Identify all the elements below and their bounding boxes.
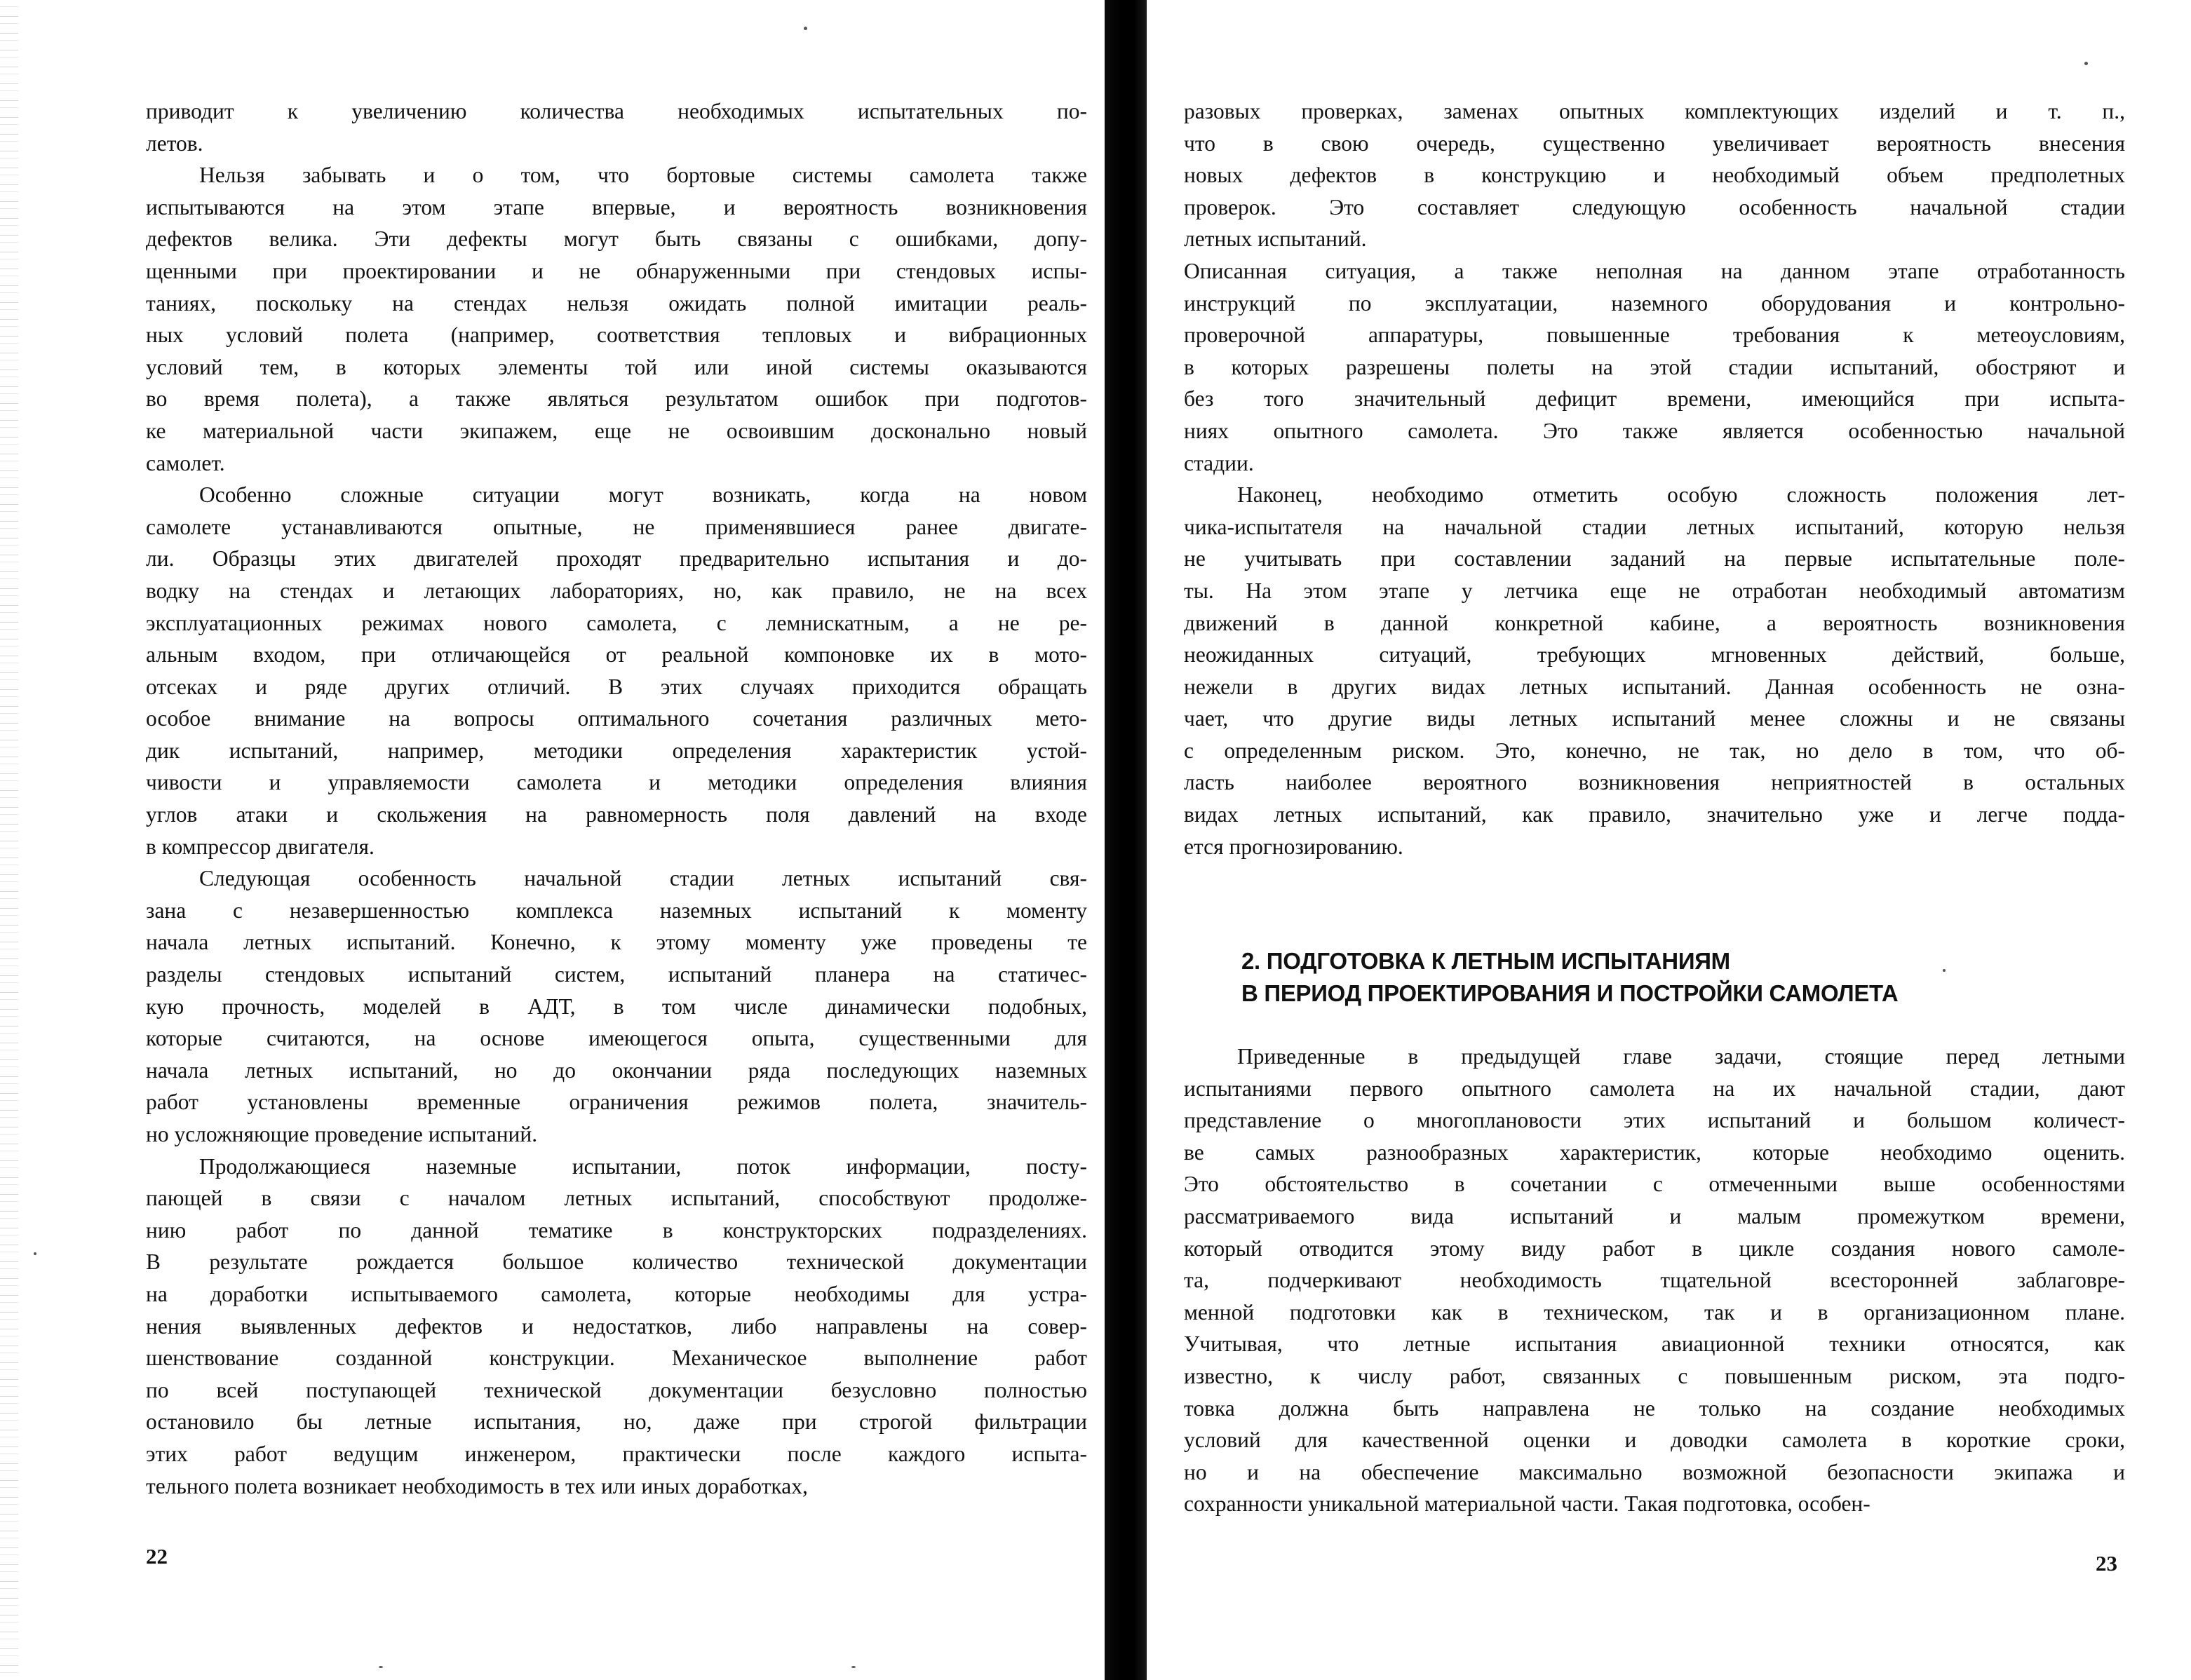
text-line: пающей в связи с началом летных испытаний, способствуют продолже-	[146, 1186, 1087, 1211]
text-line: Приведенные в предыдущей главе задачи, стоящие перед летными	[1237, 1044, 2125, 1069]
text-line: товка должна быть направлена не только на создание необходимых	[1184, 1395, 2125, 1421]
text-line: углов атаки и скольжения на равномерность поля давлений на входе	[146, 802, 1087, 827]
text-line: ты. На этом этапе у летчика еще не отработан необходимый автоматизм	[1184, 578, 2125, 603]
text-line: на доработки испытываемого самолета, которые необходимы для устра-	[146, 1281, 1087, 1306]
scan-speck	[379, 1666, 383, 1668]
text-line: кую прочность, моделей в АДТ, в том числе динамически подобных,	[146, 994, 1087, 1019]
text-line: работ установлены временные ограничения режимов полета, значитель-	[146, 1090, 1087, 1115]
text-line: зана с незавершенностью комплекса наземных испытаний к моменту	[146, 897, 1087, 923]
text-line: дик испытаний, например, методики определения характеристик устой-	[146, 738, 1087, 763]
text-line: летных испытаний.	[1184, 226, 1367, 252]
text-line: Учитывая, что летные испытания авиационной техники относятся, как	[1184, 1332, 2125, 1357]
text-line: Наконец, необходимо отметить особую сложность положения лет-	[1237, 482, 2125, 508]
text-line: рассматриваемого вида испытаний и малым промежутком времени,	[1184, 1203, 2125, 1228]
text-line: видах летных испытаний, как правило, значительно уже и легче подда-	[1184, 802, 2125, 827]
page-number-left: 22	[146, 1544, 168, 1569]
scan-speck	[851, 1666, 856, 1668]
page-number-right: 23	[2096, 1551, 2117, 1576]
text-line: ли. Образцы этих двигателей проходят предварительно испытания и до-	[146, 546, 1087, 571]
text-line: начала летных испытаний, но до окончании ряда последующих наземных	[146, 1057, 1087, 1083]
text-line: Особенно сложные ситуации могут возникать, когда на новом	[199, 482, 1087, 508]
text-line: ниях опытного самолета. Это также является особенностью начальной	[1184, 418, 2125, 443]
text-line: которые считаются, на основе имеющегося опыта, существенными для	[146, 1026, 1087, 1051]
text-line: ласть наиболее вероятного возникновения неприятностей в остальных	[1184, 770, 2125, 795]
section-heading	[1241, 945, 2125, 1010]
text-line: тельного полета возникает необходимость в тех или иных доработках,	[146, 1473, 808, 1498]
text-line: в которых разрешены полеты на этой стадии испытаний, обостряют и	[1184, 354, 2125, 379]
text-line: разовых проверках, заменах опытных комплектующих изделий и т. п.,	[1184, 99, 2125, 123]
text-line: с определенным риском. Это, конечно, не так, но дело в том, что об-	[1184, 738, 2125, 763]
text-line: условий тем, в которых элементы той или иной системы оказываются	[146, 354, 1087, 379]
text-line: В результате рождается большое количество технической документации	[146, 1249, 1087, 1275]
scan-speck	[34, 1252, 36, 1255]
text-line: что в свою очередь, существенно увеличивает вероятность внесения	[1184, 130, 2125, 156]
text-line: ве самых разнообразных характеристик, которые необходимо оценить.	[1184, 1139, 2125, 1165]
text-line: та, подчеркивают необходимость тщательной всесторонней заблаговре-	[1184, 1268, 2125, 1293]
text-line: Описанная ситуация, а также неполная на данном этапе отработанность	[1184, 258, 2125, 283]
text-line: шенствование созданной конструкции. Механическое выполнение работ	[146, 1346, 1087, 1371]
text-line: по всей поступающей технической документации безусловно полностью	[146, 1377, 1087, 1402]
text-line: разделы стендовых испытаний систем, испытаний планера на статичес-	[146, 962, 1087, 987]
book-gutter	[1105, 0, 1147, 1680]
text-line: во время полета), а также являться результатом ошибок при подготов-	[146, 386, 1087, 412]
text-line: Это обстоятельство в сочетании с отмеченными выше особенностями	[1184, 1172, 2125, 1197]
text-line: отсеках и ряде других отличий. В этих случаях приходится обращать	[146, 674, 1087, 699]
text-line: этих работ ведущим инженером, практически после каждого испыта-	[146, 1441, 1087, 1466]
text-line: движений в данной конкретной кабине, а вероятность возникновения	[1184, 610, 2125, 635]
text-line: Нельзя забывать и о том, что бортовые системы самолета также	[199, 163, 1087, 188]
text-line: неожиданных ситуаций, требующих мгновенных действий, больше,	[1184, 642, 2125, 668]
text-line: чивости и управляемости самолета и методики определения влияния	[146, 770, 1087, 795]
text-line: особое внимание на вопросы оптимального сочетания различных мето-	[146, 706, 1087, 731]
text-line: инструкций по эксплуатации, наземного оборудования и контрольно-	[1184, 290, 2125, 316]
text-line: самолете устанавливаются опытные, не применявшиеся ранее двигате-	[146, 514, 1087, 539]
text-line: проверок. Это составляет следующую особенность начальной стадии	[1184, 194, 2125, 219]
text-line: альным входом, при отличающейся от реальной компоновке их в мото-	[146, 642, 1087, 668]
right-text-column-top	[1184, 95, 2125, 862]
scan-edge-noise	[0, 0, 18, 1680]
text-line: сохранности уникальной материальной части. Такая подготовка, особен-	[1184, 1491, 1870, 1517]
text-line: в компрессор двигателя.	[146, 834, 375, 859]
text-line: нения выявленных дефектов и недостатков, либо направлены на совер-	[146, 1313, 1087, 1339]
text-line: приводит к увеличению количества необходимых испытательных по-	[146, 99, 1087, 123]
text-line: водку на стендах и летающих лабораториях, но, как правило, не на всех	[146, 578, 1087, 603]
text-line: известно, к числу работ, связанных с повышенным риском, эта подго-	[1184, 1363, 2125, 1388]
scan-speck	[1943, 969, 1946, 972]
text-line: проверочной аппаратуры, повышенные требования к метеоусловиям,	[1184, 323, 2125, 348]
scan-speck	[804, 27, 807, 30]
text-line: представление о многоплановости этих испытаний и большом количест-	[1184, 1108, 2125, 1133]
text-line: начала летных испытаний. Конечно, к этому моменту уже проведены те	[146, 930, 1087, 955]
text-line: Следующая особенность начальной стадии летных испытаний свя-	[199, 866, 1087, 891]
text-line: менной подготовки как в техническом, так и в организационном плане.	[1184, 1299, 2125, 1325]
text-line: летов.	[146, 130, 203, 156]
text-line: не учитывать при составлении заданий на первые испытательные поле-	[1184, 546, 2125, 571]
text-line: новых дефектов в конструкцию и необходимый объем предполетных	[1184, 163, 2125, 188]
text-line: но усложняющие проведение испытаний.	[146, 1122, 538, 1146]
text-line: нежели в других видах летных испытаний. Данная особенность не озна-	[1184, 674, 2125, 699]
scan-speck	[2084, 62, 2088, 65]
text-line: условий для качественной оценки и доводки самолета в короткие сроки,	[1184, 1428, 2125, 1453]
text-line: ке материальной части экипажем, еще не освоившим досконально новый	[146, 418, 1087, 443]
text-line: Продолжающиеся наземные испытании, поток информации, посту-	[199, 1153, 1087, 1179]
left-text-column	[146, 95, 1087, 1502]
text-line: но и на обеспечение максимально возможной безопасности экипажа и	[1184, 1459, 2125, 1484]
text-line: таниях, поскольку на стендах нельзя ожидать полной имитации реаль-	[146, 290, 1087, 316]
text-line: который отводится этому виду работ в цикле создания нового самоле-	[1184, 1235, 2125, 1261]
text-line: испытываются на этом этапе впервые, и вероятность возникновения	[146, 194, 1087, 219]
section-heading-line-1: 2. ПОДГОТОВКА К ЛЕТНЫМ ИСПЫТАНИЯМ	[1241, 948, 1730, 974]
text-line: без того значительный дефицит времени, имеющийся при испыта-	[1184, 386, 2125, 412]
section-heading-line-2: В ПЕРИОД ПРОЕКТИРОВАНИЯ И ПОСТРОЙКИ САМОЛЕТА	[1241, 980, 1899, 1006]
text-line: остановило бы летные испытания, но, даже при строгой фильтрации	[146, 1409, 1087, 1435]
text-line: ется прогнозированию.	[1184, 834, 1403, 859]
text-line: чика-испытателя на начальной стадии летных испытаний, которую нельзя	[1184, 514, 2125, 539]
text-line: эксплуатационных режимах нового самолета, с лемнискатным, а не ре-	[146, 610, 1087, 635]
text-line: дефектов велика. Эти дефекты могут быть связаны с ошибками, допу-	[146, 226, 1087, 252]
text-line: нию работ по данной тематике в конструкторских подразделениях.	[146, 1217, 1087, 1242]
text-line: чает, что другие виды летных испытаний менее сложны и не связаны	[1184, 706, 2125, 731]
text-line: щенными при проектировании и не обнаруженными при стендовых испы-	[146, 258, 1087, 283]
text-line: самолет.	[146, 450, 225, 475]
text-line: ных условий полета (например, соответствия тепловых и вибрационных	[146, 323, 1087, 348]
text-line: испытаниями первого опытного самолета на их начальной стадии, дают	[1184, 1076, 2125, 1101]
right-text-column-bottom	[1184, 1041, 2125, 1520]
text-line: стадии.	[1184, 450, 1254, 475]
